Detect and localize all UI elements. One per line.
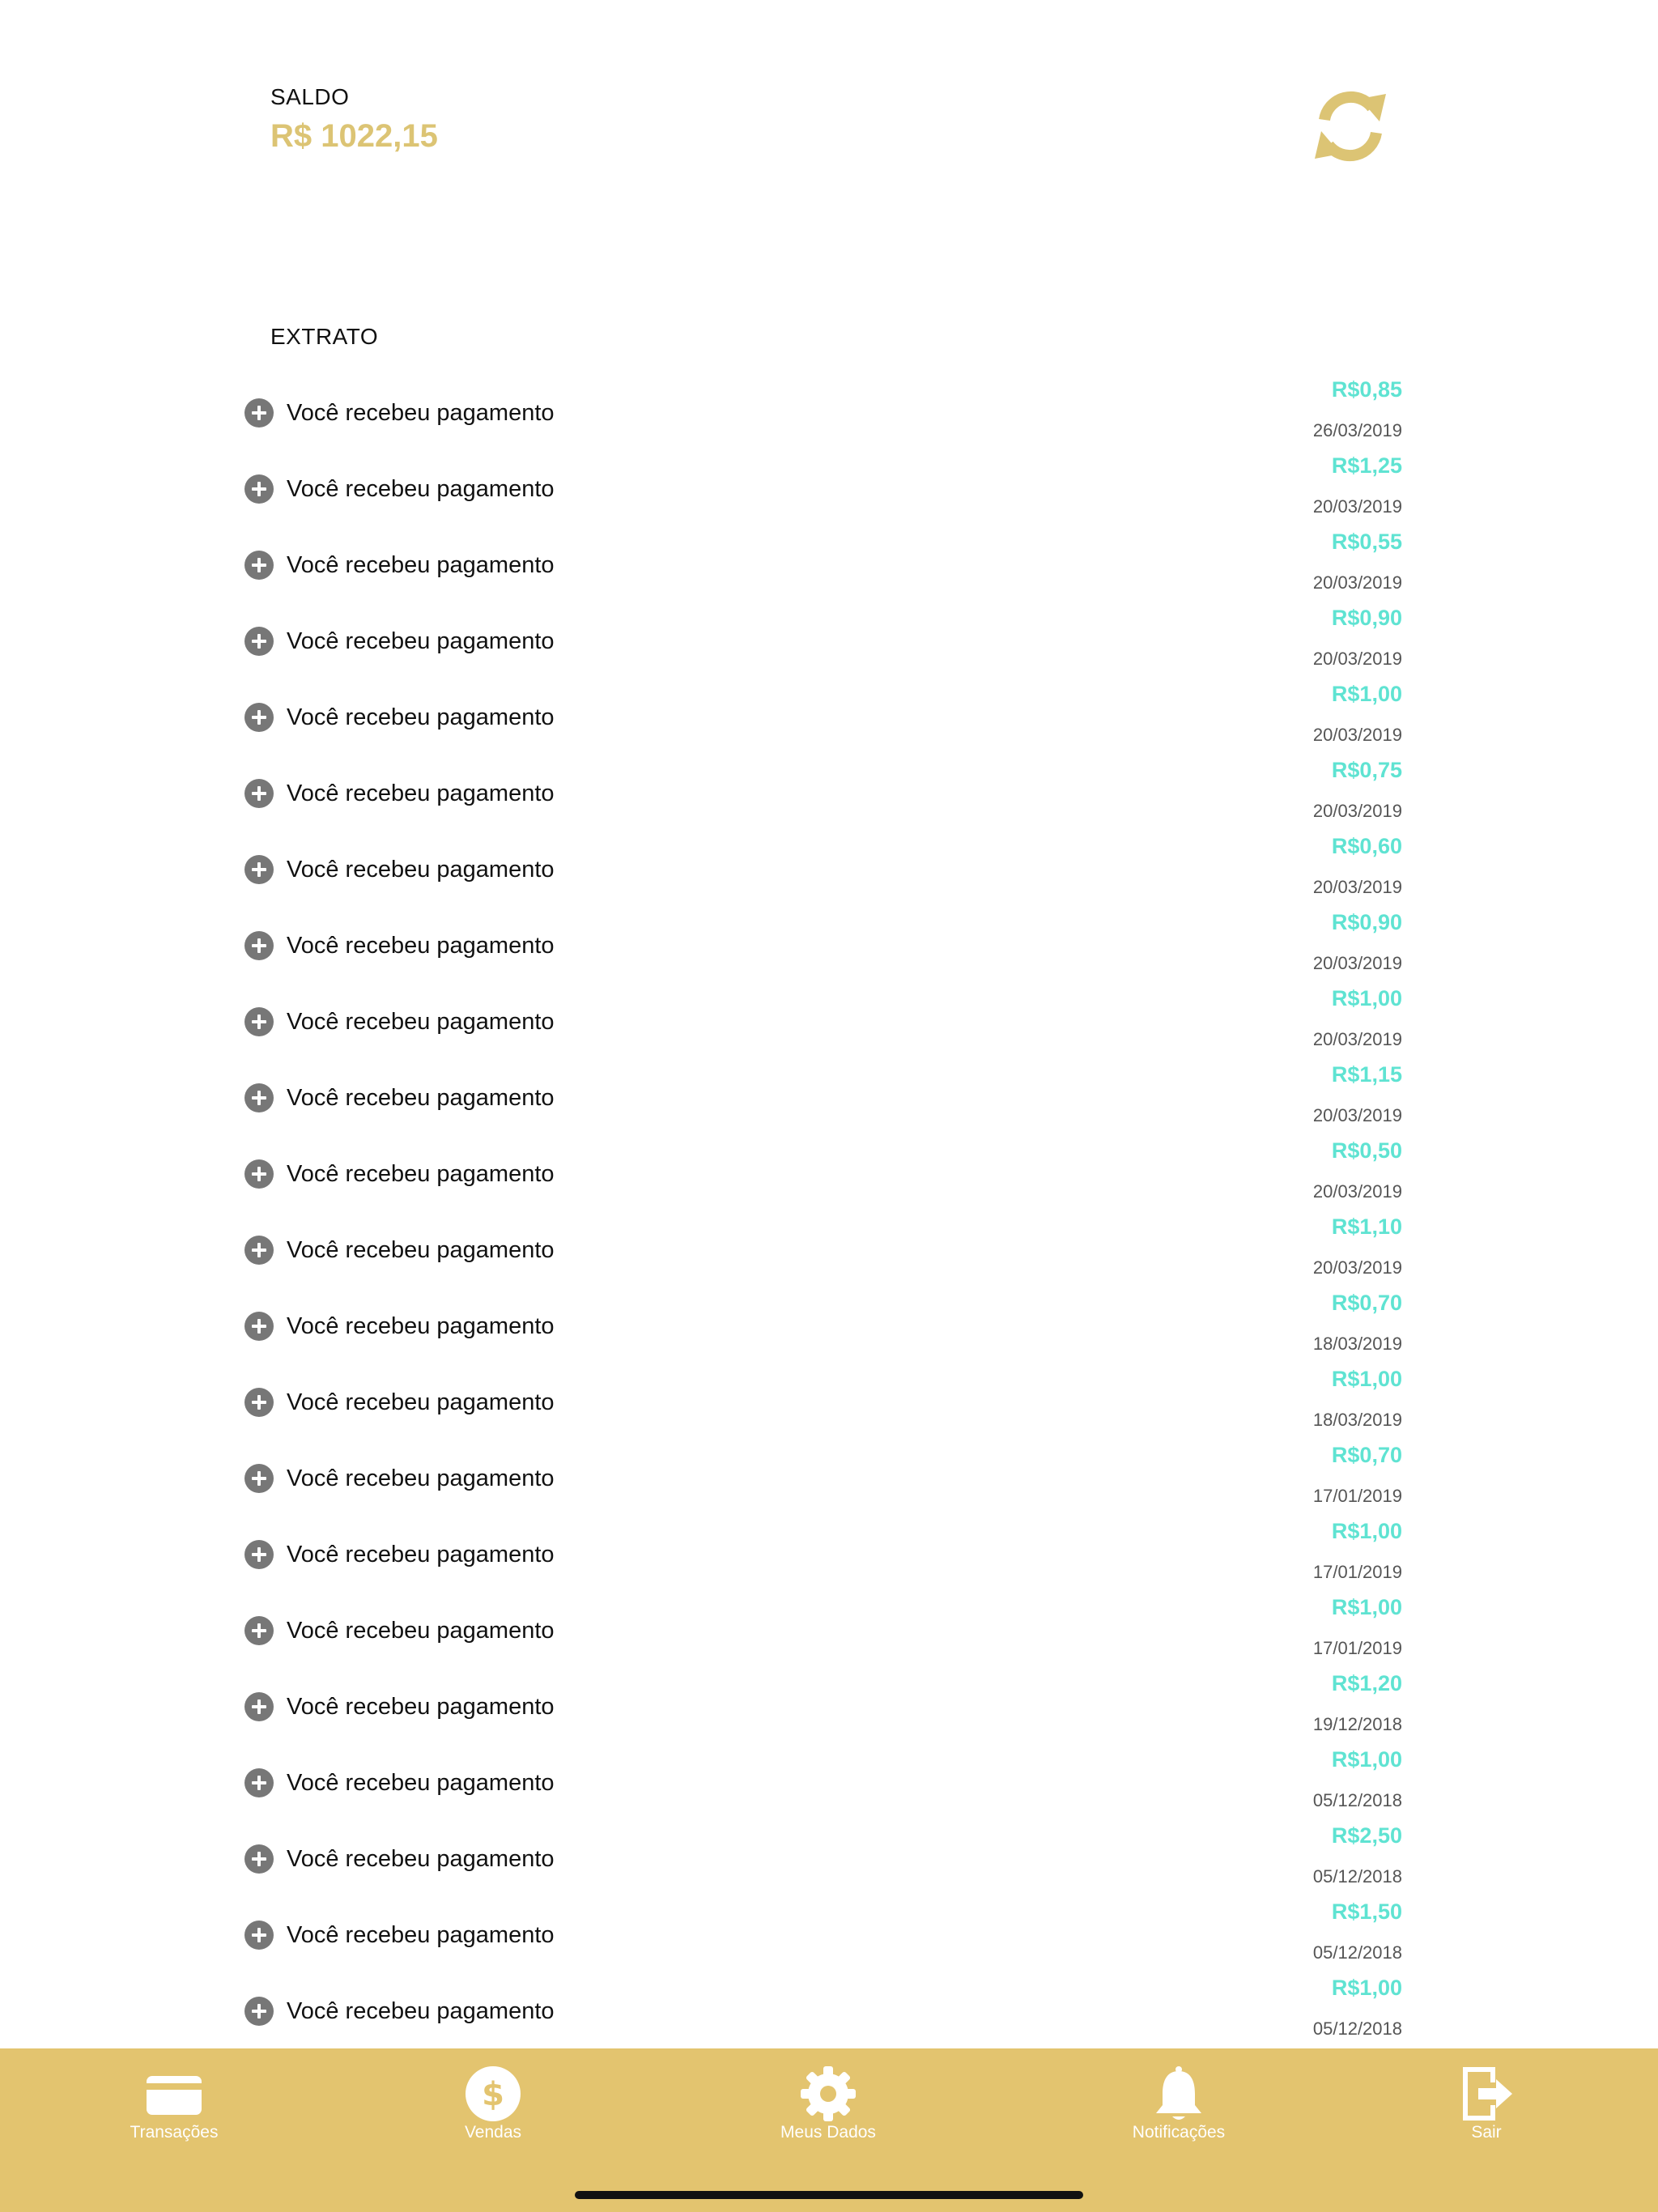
tab-label: Sair — [1471, 2123, 1502, 2142]
tab-label: Vendas — [464, 2123, 522, 2142]
tab-notificacoes[interactable] — [1082, 2048, 1276, 2154]
transaction-date: 17/01/2019 — [1312, 1562, 1402, 1582]
transaction-description: Você recebeu pagamento — [287, 933, 555, 959]
transaction-date: 05/12/2018 — [1312, 1790, 1402, 1810]
plus-circle-icon — [244, 1844, 274, 1874]
transaction-date: 20/03/2019 — [1312, 1181, 1402, 1202]
transaction-row[interactable] — [240, 1822, 1402, 1898]
transaction-description: Você recebeu pagamento — [287, 1770, 555, 1796]
transaction-amount: R$0,70 — [1331, 1291, 1402, 1315]
gear-icon — [799, 2065, 857, 2123]
transaction-date: 19/12/2018 — [1312, 1714, 1402, 1734]
tab-label: Notificações — [1132, 2123, 1226, 2142]
tab-label: Transações — [130, 2123, 219, 2142]
credit-card-icon — [145, 2065, 203, 2123]
transaction-row[interactable] — [240, 1593, 1402, 1670]
plus-circle-icon — [244, 1540, 274, 1569]
transaction-date: 18/03/2019 — [1312, 1334, 1402, 1354]
plus-circle-icon — [244, 1388, 274, 1417]
transaction-row[interactable] — [240, 1517, 1402, 1593]
transaction-description: Você recebeu pagamento — [287, 1009, 555, 1035]
tab-sair[interactable] — [1389, 2048, 1584, 2154]
transaction-description: Você recebeu pagamento — [287, 628, 555, 654]
transaction-amount: R$1,10 — [1331, 1214, 1402, 1239]
transaction-row[interactable] — [240, 1289, 1402, 1365]
plus-circle-icon — [244, 474, 274, 504]
transaction-description: Você recebeu pagamento — [287, 1237, 555, 1263]
balance-value: R$ 1022,15 — [270, 118, 438, 154]
balance-label: SALDO — [270, 84, 350, 109]
plus-circle-icon — [244, 1312, 274, 1341]
transaction-row[interactable] — [240, 1670, 1402, 1746]
transaction-description: Você recebeu pagamento — [287, 1313, 555, 1339]
plus-circle-icon — [244, 551, 274, 580]
transaction-amount: R$0,75 — [1331, 758, 1402, 782]
transaction-description: Você recebeu pagamento — [287, 1465, 555, 1491]
transaction-amount: R$0,60 — [1331, 834, 1402, 858]
transaction-description: Você recebeu pagamento — [287, 1694, 555, 1720]
plus-circle-icon — [244, 1236, 274, 1265]
transaction-description: Você recebeu pagamento — [287, 1161, 555, 1187]
transaction-amount: R$0,55 — [1331, 530, 1402, 554]
tab-label: Meus Dados — [780, 2123, 876, 2142]
transaction-date: 20/03/2019 — [1312, 725, 1402, 745]
plus-circle-icon — [244, 1692, 274, 1721]
refresh-button[interactable] — [1310, 86, 1391, 167]
transaction-amount: R$0,50 — [1331, 1138, 1402, 1163]
transaction-description: Você recebeu pagamento — [287, 1085, 555, 1111]
transaction-row[interactable] — [240, 452, 1402, 528]
transaction-date: 20/03/2019 — [1312, 1029, 1402, 1049]
transaction-row[interactable] — [240, 832, 1402, 908]
transaction-description: Você recebeu pagamento — [287, 476, 555, 502]
transaction-row[interactable] — [240, 1746, 1402, 1822]
statement-list — [240, 376, 1402, 2050]
transaction-date: 20/03/2019 — [1312, 1105, 1402, 1125]
transaction-description: Você recebeu pagamento — [287, 552, 555, 578]
transaction-amount: R$0,90 — [1331, 606, 1402, 630]
transaction-amount: R$1,00 — [1331, 682, 1402, 706]
transaction-row[interactable] — [240, 376, 1402, 452]
home-indicator — [575, 2191, 1083, 2199]
transaction-amount: R$1,15 — [1331, 1062, 1402, 1087]
transaction-date: 20/03/2019 — [1312, 649, 1402, 669]
transaction-row[interactable] — [240, 756, 1402, 832]
transaction-description: Você recebeu pagamento — [287, 704, 555, 730]
transaction-amount: R$1,00 — [1331, 1976, 1402, 2000]
statement-title: EXTRATO — [270, 324, 379, 349]
transaction-description: Você recebeu pagamento — [287, 781, 555, 806]
transaction-amount: R$0,70 — [1331, 1443, 1402, 1467]
transaction-amount: R$1,00 — [1331, 1519, 1402, 1543]
transaction-date: 26/03/2019 — [1312, 420, 1402, 440]
transaction-amount: R$2,50 — [1331, 1823, 1402, 1848]
transaction-amount: R$1,00 — [1331, 986, 1402, 1010]
dollar-circle-icon — [464, 2065, 522, 2123]
transaction-date: 05/12/2018 — [1312, 1942, 1402, 1963]
transaction-date: 17/01/2019 — [1312, 1638, 1402, 1658]
transaction-row[interactable] — [240, 680, 1402, 756]
transaction-date: 05/12/2018 — [1312, 1866, 1402, 1887]
plus-circle-icon — [244, 1997, 274, 2026]
plus-circle-icon — [244, 1159, 274, 1189]
transaction-date: 20/03/2019 — [1312, 572, 1402, 593]
transaction-row[interactable] — [240, 1898, 1402, 1974]
plus-circle-icon — [244, 398, 274, 428]
transaction-description: Você recebeu pagamento — [287, 1922, 555, 1948]
plus-circle-icon — [244, 855, 274, 884]
transaction-row[interactable] — [240, 1441, 1402, 1517]
transaction-description: Você recebeu pagamento — [287, 1542, 555, 1568]
plus-circle-icon — [244, 703, 274, 732]
plus-circle-icon — [244, 1768, 274, 1797]
transaction-description: Você recebeu pagamento — [287, 1389, 555, 1415]
transaction-date: 20/03/2019 — [1312, 1257, 1402, 1278]
tab-transacoes[interactable] — [77, 2048, 271, 2154]
transaction-row[interactable] — [240, 528, 1402, 604]
plus-circle-icon — [244, 1616, 274, 1645]
transaction-amount: R$1,20 — [1331, 1671, 1402, 1695]
transaction-date: 05/12/2018 — [1312, 2018, 1402, 2039]
plus-circle-icon — [244, 627, 274, 656]
transaction-amount: R$0,90 — [1331, 910, 1402, 934]
transaction-row[interactable] — [240, 1365, 1402, 1441]
transaction-description: Você recebeu pagamento — [287, 857, 555, 883]
transaction-amount: R$1,50 — [1331, 1899, 1402, 1924]
transaction-row[interactable] — [240, 1213, 1402, 1289]
transaction-row[interactable] — [240, 604, 1402, 680]
plus-circle-icon — [244, 931, 274, 960]
transaction-amount: R$1,00 — [1331, 1747, 1402, 1772]
transaction-description: Você recebeu pagamento — [287, 1998, 555, 2024]
transaction-description: Você recebeu pagamento — [287, 1846, 555, 1872]
transaction-date: 20/03/2019 — [1312, 877, 1402, 897]
transaction-date: 17/01/2019 — [1312, 1486, 1402, 1506]
svg-text:$: $ — [482, 2076, 504, 2113]
transaction-row[interactable] — [240, 1974, 1402, 2050]
plus-circle-icon — [244, 1464, 274, 1493]
transaction-date: 20/03/2019 — [1312, 953, 1402, 973]
transaction-row[interactable] — [240, 908, 1402, 985]
transaction-amount: R$1,00 — [1331, 1367, 1402, 1391]
plus-circle-icon — [244, 779, 274, 808]
refresh-icon — [1310, 86, 1391, 167]
plus-circle-icon — [244, 1921, 274, 1950]
plus-circle-icon — [244, 1083, 274, 1112]
logout-icon — [1457, 2065, 1516, 2123]
transaction-date: 20/03/2019 — [1312, 801, 1402, 821]
bell-icon — [1150, 2065, 1208, 2123]
transaction-amount: R$1,25 — [1331, 453, 1402, 478]
transaction-row[interactable] — [240, 985, 1402, 1061]
transaction-amount: R$0,85 — [1331, 377, 1402, 402]
transaction-date: 18/03/2019 — [1312, 1410, 1402, 1430]
tab-vendas[interactable] — [396, 2048, 590, 2154]
tab-bar — [0, 2048, 1658, 2212]
transaction-row[interactable] — [240, 1061, 1402, 1137]
transaction-date: 20/03/2019 — [1312, 496, 1402, 517]
transaction-amount: R$1,00 — [1331, 1595, 1402, 1619]
transaction-description: Você recebeu pagamento — [287, 1618, 555, 1644]
transaction-row[interactable] — [240, 1137, 1402, 1213]
plus-circle-icon — [244, 1007, 274, 1036]
tab-meus-dados[interactable] — [731, 2048, 925, 2154]
transaction-description: Você recebeu pagamento — [287, 400, 555, 426]
